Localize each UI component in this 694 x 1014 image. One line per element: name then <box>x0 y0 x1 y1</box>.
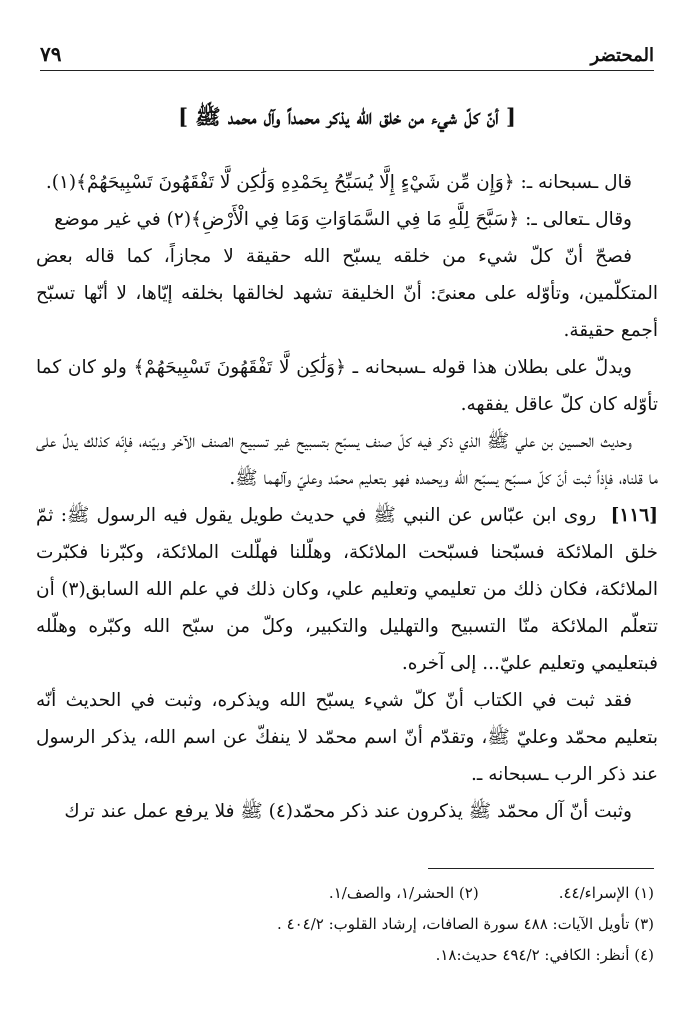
paragraph-verse-2: وقال ـتعالى ـ: ﴿سَبَّحَ لِلَّهِ مَا فِي السَّمَاوَاتِ وَمَا فِي الْأَرْضِ﴾(٢) في غير موضع <box>54 209 632 230</box>
footnote-3: (٣) تأويل الآيات: ٤٨٨ سورة الصافات، إرشاد القلوب: ٤٠٤/٢ . <box>277 915 654 933</box>
page-number: ٧٩ <box>40 42 62 66</box>
hadith-number: [١١٦] <box>610 505 658 526</box>
header-title: المحتضر <box>590 45 654 66</box>
footnote-divider <box>428 868 654 869</box>
main-text <box>36 164 658 830</box>
paragraph-3: فصحّ أنّ كلّ شيء من خلقه يسبّح الله حقيقة لا مجازاً، كما قاله بعض المتكلّمين، وتأوّله على معنىً: أنّ الخليقة تشهد لخالقها بخلقه إيّاها، لا أنّها تسبّح أجمع حقيقة. <box>36 246 658 341</box>
paragraph-verse-1: قال ـسبحانه ـ: ﴿وَإِن مِّن شَيْءٍ إِلَّا يُسَبِّحُ بِحَمْدِهِ وَلَٰكِن لَّا تَفْقَهُونَ تَسْبِيحَهُمْ﴾(١). <box>45 172 632 193</box>
paragraph-6: فقد ثبت في الكتاب أنّ كلّ شيء يسبّح الله ويذكره، وثبت في الحديث أنّه بتعليم محمّد وعليّ ﷺ، وتقدّم أنّ اسم محمّد لا ينفكّ عن اسم الله، يذكر الرسول عند ذكر الرب ـسبحانه ـ. <box>36 690 658 785</box>
paragraph-7: وثبت أنّ آل محمّد ﷺ يذكرون عند ذكر محمّد(٤) ﷺ فلا يرفع عمل عند ترك <box>64 801 632 822</box>
hadith-text: روى ابن عبّاس عن النبي ﷺ في حديث طويل يقول فيه الرسول ﷺ: ثمّ خلق الملائكة فسبّحنا فسبّحت الملائكة، وهلّلنا فهلّلت الملائكة، وكبّرنا فكبّرت الملائكة، فكان ذلك من تعليمي وتعليم علي، وكان ذلك في علم الله السابق(٣) أن تتعلّم الملائكة منّا التسبيح والتهليل والتكبير، وكلّ من سبّح الله وكبّره وهلّله فبتعليمي وتعليم عليّ... إلى آخره. <box>36 505 658 674</box>
footnote-4: (٤) أنظر: الكافي: ٤٩٤/٢ حديث:١٨. <box>435 946 654 964</box>
hadith-paragraph <box>36 497 658 682</box>
footnote-2: (٢) الحشر/١، والصف/١. <box>328 884 479 902</box>
section-heading: [ أنّ كلّ شيء من خلق الله يذكر محمداً وآل محمد ﷺ ] <box>178 104 516 129</box>
footnote-1: (١) الإسراء/٤٤. <box>558 884 654 902</box>
paragraph-5: وحديث الحسين بن علي ﷺ الذي ذكر فيه كلّ صنف يسبّح بتسبيح غير تسبيح الصنف الآخر وبيّنه، فإنّه كذلك يدلّ على ما قلناه، فإذاً ثبت أنّ كلّ مسبّح يسبّح الله ويحمده فهو بتعليم محمّد وعليّ وآلهما ﷺ. <box>36 431 658 489</box>
footnotes <box>40 878 654 971</box>
footnote-row <box>40 878 654 909</box>
paragraph-4: ويدلّ على بطلان هذا قوله ـسبحانه ـ ﴿وَلَٰكِن لَّا تَفْقَهُونَ تَسْبِيحَهُمْ﴾ ولو كان كما تأوّله كان كلّ عاقل يفقهه. <box>36 357 658 415</box>
running-header <box>40 40 654 71</box>
